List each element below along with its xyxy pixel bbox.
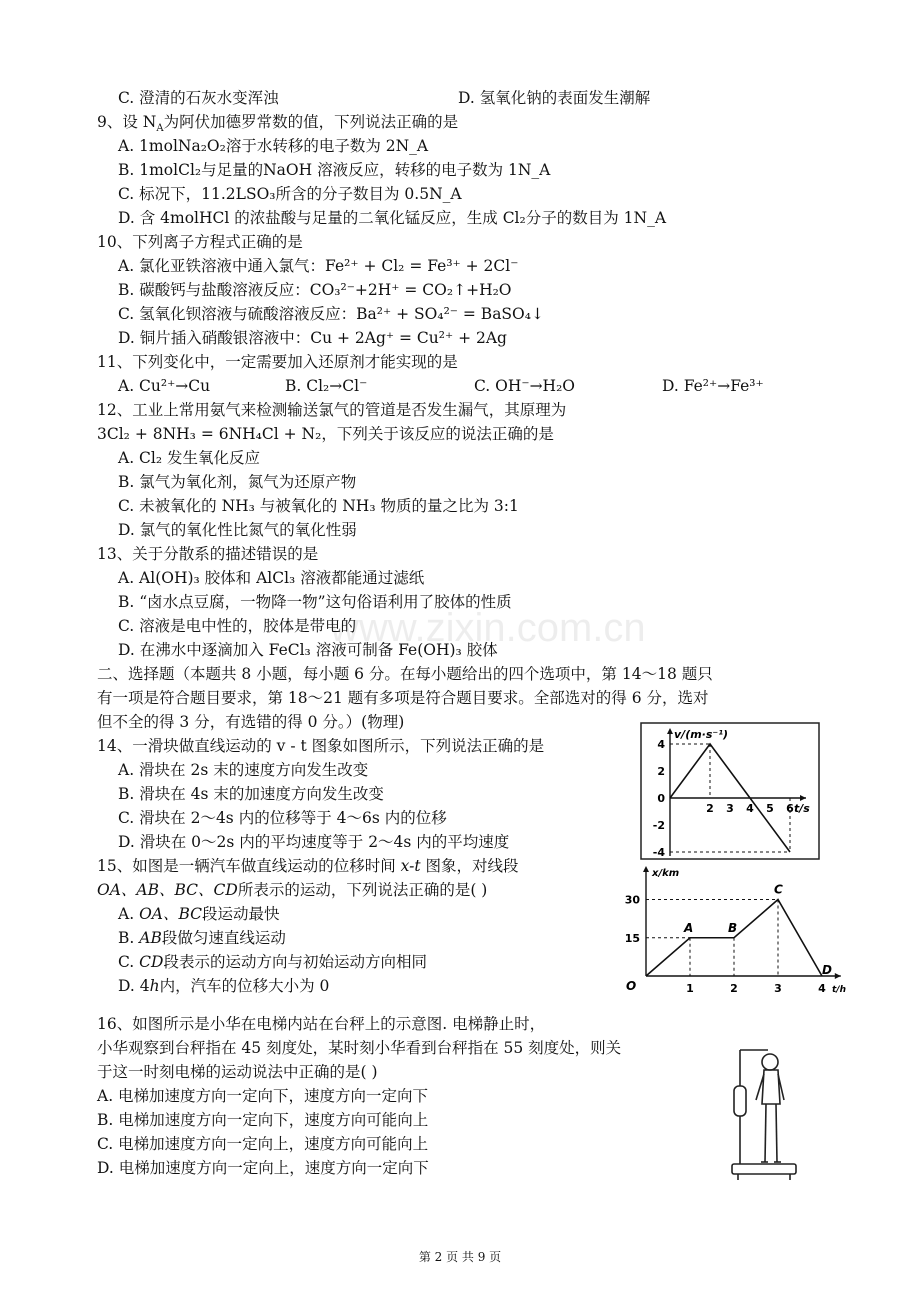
y-tick-label: 4 bbox=[657, 738, 665, 751]
watermark: www.zixin.com.cn bbox=[330, 606, 646, 650]
point-label: C bbox=[774, 882, 783, 897]
q11-stem: 11、下列变化中，一定需要加入还原剂才能实现的是 bbox=[97, 353, 458, 371]
y-tick-label: 2 bbox=[657, 765, 665, 778]
q16-option-a: A. 电梯加速度方向一定向下，速度方向一定向下 bbox=[97, 1087, 429, 1105]
x-axis-label: t/s bbox=[794, 802, 810, 815]
q8-option-c: C. 澄清的石灰水变浑浊 bbox=[118, 89, 279, 107]
q13-option-b: B. “卤水点豆腐，一物降一物”这句俗语利用了胶体的性质 bbox=[118, 593, 512, 611]
x-tick-label: 3 bbox=[774, 982, 782, 995]
point-label: B bbox=[728, 920, 738, 935]
q8-option-d: D. 氢氧化钠的表面发生潮解 bbox=[458, 89, 651, 107]
q9-option-d: D. 含 4molHCl 的浓盐酸与足量的二氧化锰反应，生成 Cl₂分子的数目为 1N_A bbox=[118, 209, 667, 227]
chart-frame bbox=[641, 723, 819, 859]
y-tick-label: -2 bbox=[652, 819, 665, 832]
q11-option-b: B. Cl₂→Cl⁻ bbox=[285, 377, 368, 395]
x-axis-label: t/h bbox=[832, 985, 846, 995]
q9-option-c: C. 标况下，11.2LSO₃所含的分子数目为 0.5N_A bbox=[118, 185, 462, 203]
person-on-scale-illustration bbox=[728, 1046, 808, 1184]
q10-option-b: B. 碳酸钙与盐酸溶液反应：CO₃²⁻+2H⁺ = CO₂↑+H₂O bbox=[118, 281, 512, 299]
y-axis-arrow bbox=[643, 866, 649, 872]
q12-option-d: D. 氯气的氧化性比氮气的氧化性弱 bbox=[118, 521, 357, 539]
q10-stem: 10、下列离子方程式正确的是 bbox=[97, 233, 303, 251]
q15-option-b: B. AB段做匀速直线运动 bbox=[118, 929, 286, 947]
q14-option-c: C. 滑块在 2～4s 内的位移等于 4～6s 内的位移 bbox=[118, 809, 447, 827]
q13-option-d: D. 在沸水中逐滴加入 FeCl₃ 溶液可制备 Fe(OH)₃ 胶体 bbox=[118, 641, 498, 659]
x-tick-label: 3 bbox=[726, 802, 734, 815]
q12-stem: 12、工业上常用氨气来检测输送氯气的管道是否发生漏气，其原理为 bbox=[97, 401, 567, 419]
y-tick-label: -4 bbox=[652, 846, 665, 859]
point-label: A bbox=[684, 920, 694, 935]
q16-stem-line1: 16、如图所示是小华在电梯内站在台秤上的示意图. 电梯静止时， bbox=[97, 1015, 546, 1033]
q15-stem-line1: 15、如图是一辆汽车做直线运动的位移时间 x-t 图象，对线段 bbox=[97, 857, 519, 875]
x-tick-label: 4 bbox=[818, 982, 826, 995]
q9-option-a: A. 1molNa₂O₂溶于水转移的电子数为 2N_A bbox=[118, 137, 429, 155]
q16-option-b: B. 电梯加速度方向一定向下，速度方向可能向上 bbox=[97, 1111, 429, 1129]
q14-option-b: B. 滑块在 4s 末的加速度方向发生改变 bbox=[118, 785, 384, 803]
q10-option-d: D. 铜片插入硝酸银溶液中：Cu + 2Ag⁺ = Cu²⁺ + 2Ag bbox=[118, 329, 507, 347]
q11-option-c: C. OH⁻→H₂O bbox=[474, 377, 575, 395]
q9-stem: 9、设 $N_A$为阿伏加德罗常数的值，下列说法正确的是 bbox=[97, 113, 459, 135]
q16-option-c: C. 电梯加速度方向一定向上，速度方向可能向上 bbox=[97, 1135, 429, 1153]
y-axis-label: v/(m·s⁻¹) bbox=[674, 728, 729, 741]
x-tick-label: 5 bbox=[766, 802, 774, 815]
q12-option-a: A. Cl₂ 发生氧化反应 bbox=[118, 449, 261, 467]
y-tick-label: 15 bbox=[624, 931, 640, 945]
q15-option-c: C. CD段表示的运动方向与初始运动方向相同 bbox=[118, 953, 427, 971]
q14-option-a: A. 滑块在 2s 末的速度方向发生改变 bbox=[118, 761, 369, 779]
origin-label: O bbox=[626, 979, 637, 993]
q9-option-b: B. 1molCl₂与足量的NaOH 溶液反应，转移的电子数为 1N_A bbox=[118, 161, 551, 179]
y-axis-arrow bbox=[667, 728, 673, 734]
x-tick-label: 2 bbox=[706, 802, 714, 815]
x-tick-label: 6 bbox=[786, 802, 794, 815]
q12-option-b: B. 氯气为氧化剂，氮气为还原产物 bbox=[118, 473, 357, 491]
q12-equation: 3Cl₂ + 8NH₃ = 6NH₄Cl + N₂，下列关于该反应的说法正确的是 bbox=[97, 425, 554, 443]
q11-option-a: A. Cu²⁺→Cu bbox=[118, 377, 211, 395]
point-label: D bbox=[822, 963, 832, 977]
section2-line1: 二、选择题（本题共 8 小题，每小题 6 分。在每小题给出的四个选项中，第 14～18 题只 bbox=[97, 665, 713, 683]
section2-line2: 有一项是符合题目要求，第 18～21 题有多项是符合题目要求。全部选对的得 6 分，选对 bbox=[97, 689, 709, 707]
y-tick-label: 30 bbox=[624, 893, 640, 907]
q15-option-a: A. OA、BC段运动最快 bbox=[118, 905, 280, 923]
velocity-time-graph bbox=[640, 722, 820, 860]
q13-option-c: C. 溶液是电中性的，胶体是带电的 bbox=[118, 617, 357, 635]
q10-option-c: C. 氢氧化钡溶液与硫酸溶液反应：Ba²⁺ + SO₄²⁻ = BaSO₄↓ bbox=[118, 305, 544, 323]
x-tick-label: 2 bbox=[730, 982, 738, 995]
y-axis-label: x/km bbox=[652, 868, 680, 879]
q10-option-a: A. 氯化亚铁溶液中通入氯气：Fe²⁺ + Cl₂ = Fe³⁺ + 2Cl⁻ bbox=[118, 257, 519, 275]
q15-stem-line2: OA、AB、BC、CD所表示的运动，下列说法正确的是( ) bbox=[97, 881, 488, 899]
page-footer: 第 2 页 共 9 页 bbox=[418, 1250, 502, 1264]
q14-stem: 14、一滑块做直线运动的 v - t 图象如图所示，下列说法正确的是 bbox=[97, 737, 545, 755]
x-axis-arrow bbox=[800, 795, 806, 801]
q14-option-d: D. 滑块在 0～2s 内的平均速度等于 2～4s 内的平均速度 bbox=[118, 833, 510, 851]
q13-stem: 13、关于分散系的描述错误的是 bbox=[97, 545, 319, 563]
q12-option-c: C. 未被氧化的 NH₃ 与被氧化的 NH₃ 物质的量之比为 3:1 bbox=[118, 497, 519, 515]
q16-stem-line3: 于这一时刻电梯的运动说法中正确的是( ) bbox=[97, 1063, 378, 1081]
position-time-graph bbox=[614, 862, 846, 1004]
q16-option-d: D. 电梯加速度方向一定向上，速度方向一定向下 bbox=[97, 1159, 429, 1177]
q13-option-a: A. Al(OH)₃ 胶体和 AlCl₃ 溶液都能通过滤纸 bbox=[118, 569, 425, 587]
x-tick-label: 4 bbox=[746, 802, 754, 815]
x-axis-arrow bbox=[835, 973, 841, 979]
y-tick-label: 0 bbox=[657, 792, 665, 805]
x-tick-label: 1 bbox=[686, 982, 694, 995]
q11-option-d: D. Fe²⁺→Fe³⁺ bbox=[662, 377, 764, 395]
section2-line3: 但不全的得 3 分，有选错的得 0 分。）(物理) bbox=[97, 713, 405, 731]
q16-stem-line2: 小华观察到台秤指在 45 刻度处，某时刻小华看到台秤指在 55 刻度处，则关 bbox=[97, 1039, 622, 1057]
q15-option-d: D. 4h内，汽车的位移大小为 0 bbox=[118, 977, 330, 995]
